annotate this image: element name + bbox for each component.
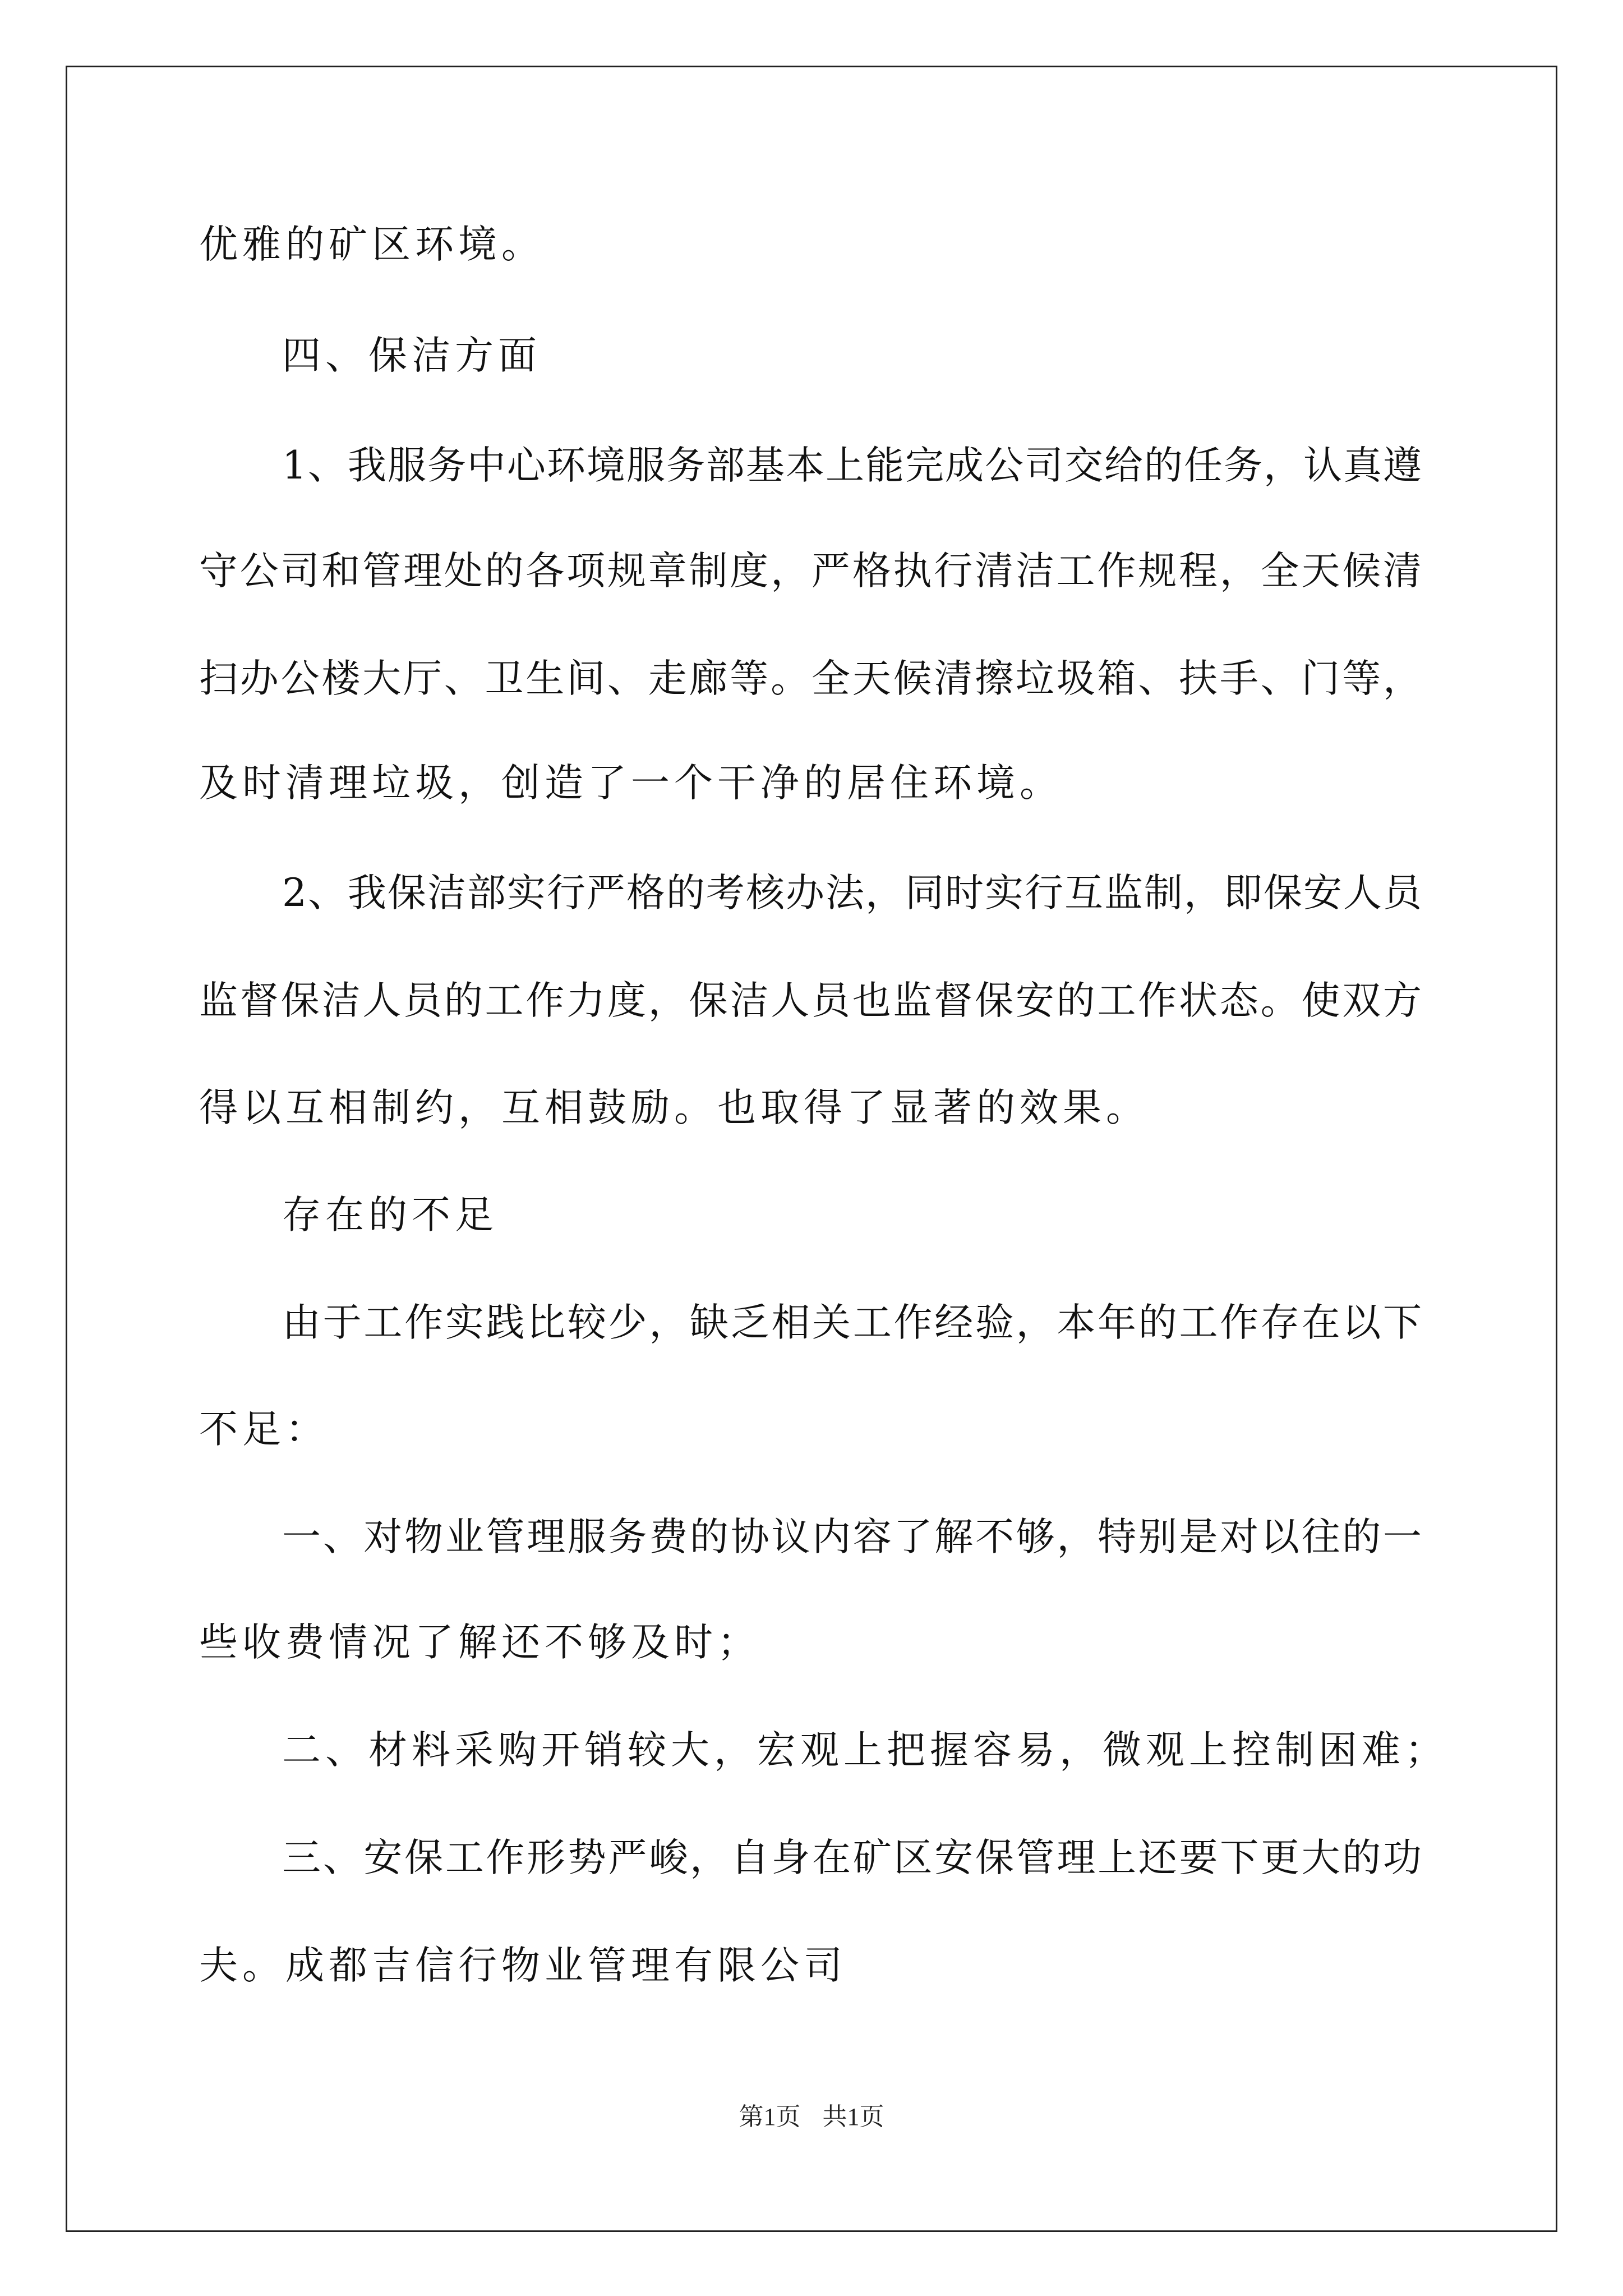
paragraph-line: 得以互相制约，互相鼓励。也取得了显著的效果。: [199, 1085, 1149, 1130]
paragraph-line: 扫办公楼大厅、卫生间、走廊等。全天候清擦垃圾箱、扶手、门等，: [199, 656, 1422, 701]
page-number: 第1页: [739, 2103, 801, 2131]
paragraph-line: 些收费情况了解还不够及时；: [199, 1620, 760, 1665]
paragraph-line: 不足：: [199, 1407, 329, 1452]
paragraph-line: 一、对物业管理服务费的协议内容了解不够，特别是对以往的一: [282, 1515, 1422, 1559]
page-total: 共1页: [822, 2103, 884, 2131]
section-heading: 四、保洁方面: [282, 333, 541, 378]
paragraph-line: 1、我服务中心环境服务部基本上能完成公司交给的任务，认真遵: [282, 443, 1422, 488]
paragraph-line: 优雅的矿区环境。: [199, 222, 545, 267]
paragraph-line: 守公司和管理处的各项规章制度，严格执行清洁工作规程，全天候清: [199, 549, 1422, 593]
paragraph-line: 监督保洁人员的工作力度，保洁人员也监督保安的工作状态。使双方: [199, 978, 1422, 1023]
paragraph-line: 三、安保工作形势严峻，自身在矿区安保管理上还要下更大的功: [282, 1835, 1422, 1880]
paragraph-line: 二、材料采购开销较大，宏观上把握容易，微观上控制困难；: [282, 1728, 1448, 1773]
paragraph-line: 由于工作实践比较少，缺乏相关工作经验，本年的工作存在以下: [282, 1300, 1422, 1345]
page-footer: [0, 2101, 1623, 2133]
page-border: [66, 66, 1557, 2232]
paragraph-line: 及时清理垃圾，创造了一个干净的居住环境。: [199, 761, 1063, 806]
paragraph-line: 夫。成都吉信行物业管理有限公司: [199, 1943, 847, 1988]
paragraph-line: 2、我保洁部实行严格的考核办法，同时实行互监制，即保安人员: [282, 871, 1422, 915]
section-heading: 存在的不足: [282, 1193, 498, 1237]
